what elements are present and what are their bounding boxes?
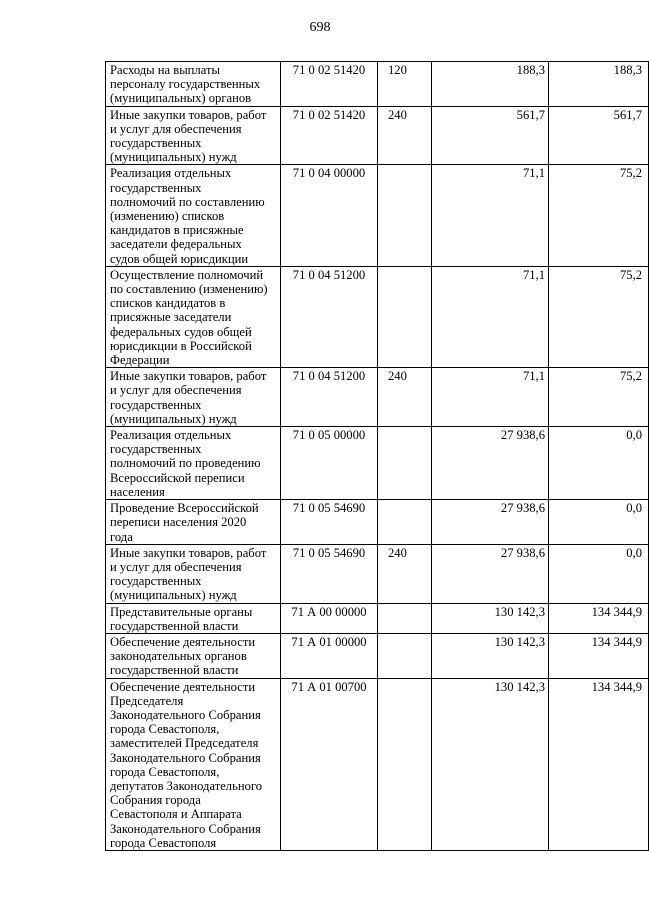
table-row xyxy=(106,603,649,633)
amount-year2-cell: 0,0 xyxy=(549,427,649,500)
target-article-code-cell: 71 А 00 00000 xyxy=(281,603,378,633)
table-row xyxy=(106,544,649,603)
table-row xyxy=(106,678,649,850)
expense-type-cell: 240 xyxy=(378,368,432,427)
expense-name-cell: Обеспечение деятельности Председателя Законодательного Собрания города Севастополя, заместителей Председателя Законодательного Собрания города Севастополя, депутатов Законодательного Собрания города Севастополя и Аппарата Законодательного Собрания города Севастополя xyxy=(106,678,281,850)
amount-year1-cell: 188,3 xyxy=(432,62,549,107)
amount-year1-cell: 71,1 xyxy=(432,368,549,427)
amount-year2-cell: 0,0 xyxy=(549,544,649,603)
expense-name-cell: Проведение Всероссийской переписи населения 2020 года xyxy=(106,500,281,545)
amount-year2-cell: 75,2 xyxy=(549,165,649,266)
amount-year1-cell: 561,7 xyxy=(432,106,549,165)
amount-year1-cell: 71,1 xyxy=(432,165,549,266)
page-number: 698 xyxy=(309,20,331,35)
amount-year1-cell: 130 142,3 xyxy=(432,678,549,850)
amount-year1-cell: 71,1 xyxy=(432,266,549,367)
table-row xyxy=(106,266,649,367)
amount-year2-cell: 188,3 xyxy=(549,62,649,107)
table-row xyxy=(106,427,649,500)
expense-name-cell: Расходы на выплаты персоналу государственных (муниципальных) органов xyxy=(106,62,281,107)
expense-name-cell: Представительные органы государственной власти xyxy=(106,603,281,633)
target-article-code-cell: 71 0 05 54690 xyxy=(281,500,378,545)
expense-type-cell xyxy=(378,603,432,633)
expense-name-cell: Иные закупки товаров, работ и услуг для обеспечения государственных (муниципальных) нужд xyxy=(106,544,281,603)
amount-year1-cell: 27 938,6 xyxy=(432,500,549,545)
amount-year2-cell: 134 344,9 xyxy=(549,603,649,633)
amount-year2-cell: 561,7 xyxy=(549,106,649,165)
amount-year2-cell: 75,2 xyxy=(549,266,649,367)
expense-name-cell: Иные закупки товаров, работ и услуг для обеспечения государственных (муниципальных) нужд xyxy=(106,106,281,165)
expense-name-cell: Иные закупки товаров, работ и услуг для обеспечения государственных (муниципальных) нужд xyxy=(106,368,281,427)
amount-year2-cell: 75,2 xyxy=(549,368,649,427)
amount-year1-cell: 130 142,3 xyxy=(432,603,549,633)
target-article-code-cell: 71 0 02 51420 xyxy=(281,62,378,107)
target-article-code-cell: 71 0 04 51200 xyxy=(281,368,378,427)
table-row xyxy=(106,62,649,107)
amount-year2-cell: 0,0 xyxy=(549,500,649,545)
table-row xyxy=(106,500,649,545)
target-article-code-cell: 71 А 01 00700 xyxy=(281,678,378,850)
expense-type-cell xyxy=(378,427,432,500)
table-row xyxy=(106,633,649,678)
expense-type-cell xyxy=(378,678,432,850)
target-article-code-cell: 71 0 05 00000 xyxy=(281,427,378,500)
amount-year1-cell: 27 938,6 xyxy=(432,544,549,603)
amount-year2-cell: 134 344,9 xyxy=(549,633,649,678)
budget-table xyxy=(105,61,649,851)
table-row xyxy=(106,106,649,165)
amount-year1-cell: 130 142,3 xyxy=(432,633,549,678)
target-article-code-cell: 71 0 04 51200 xyxy=(281,266,378,367)
target-article-code-cell: 71 0 05 54690 xyxy=(281,544,378,603)
amount-year1-cell: 27 938,6 xyxy=(432,427,549,500)
table-row xyxy=(106,368,649,427)
expense-type-cell: 240 xyxy=(378,106,432,165)
expense-type-cell: 240 xyxy=(378,544,432,603)
expense-type-cell: 120 xyxy=(378,62,432,107)
expense-name-cell: Реализация отдельных государственных полномочий по проведению Всероссийской переписи населения xyxy=(106,427,281,500)
table-row xyxy=(106,165,649,266)
expense-type-cell xyxy=(378,633,432,678)
expense-name-cell: Осуществление полномочий по составлению (изменению) списков кандидатов в присяжные заседатели федеральных судов общей юрисдикции в Российской Федерации xyxy=(106,266,281,367)
expense-name-cell: Реализация отдельных государственных полномочий по составлению (изменению) списков кандидатов в присяжные заседатели федеральных судов общей юрисдикции xyxy=(106,165,281,266)
expense-type-cell xyxy=(378,500,432,545)
expense-type-cell xyxy=(378,266,432,367)
expense-type-cell xyxy=(378,165,432,266)
amount-year2-cell: 134 344,9 xyxy=(549,678,649,850)
expense-name-cell: Обеспечение деятельности законодательных органов государственной власти xyxy=(106,633,281,678)
target-article-code-cell: 71 А 01 00000 xyxy=(281,633,378,678)
target-article-code-cell: 71 0 02 51420 xyxy=(281,106,378,165)
target-article-code-cell: 71 0 04 00000 xyxy=(281,165,378,266)
